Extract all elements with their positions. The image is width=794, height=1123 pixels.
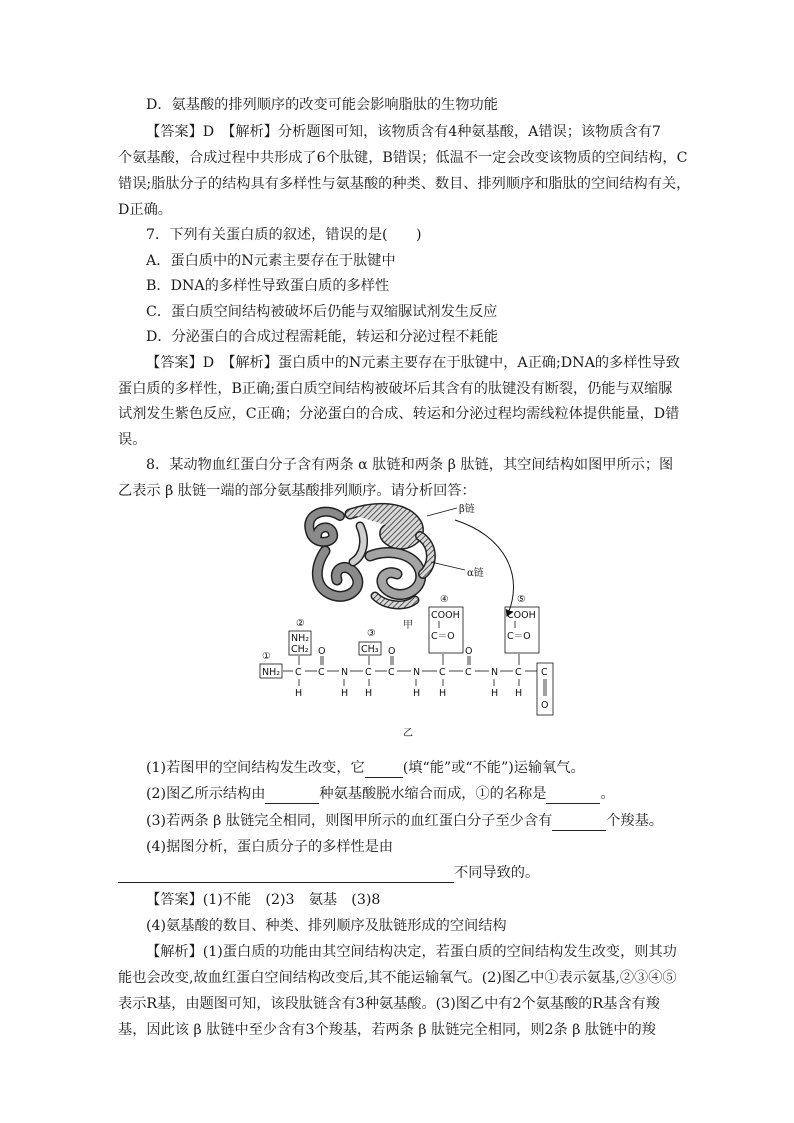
explanation-q8-line4: 基，因此该 β 肽链中至少含有3个羧基，若两条 β 肽链完全相同，则2条 β 肽链中的羧 (118, 1022, 656, 1038)
svg-text:O: O (541, 700, 549, 711)
question-7: 7．下列有关蛋白质的叙述，错误的是( ) (146, 227, 422, 243)
svg-text:N: N (341, 667, 349, 678)
protein-3d-structure (309, 508, 431, 605)
option-d-q7: D．分泌蛋白的合成过程需耗能，转运和分泌过程不耗能 (146, 329, 498, 345)
answer-q6-line3: 错误;脂肽分子的结构具有多样性与氨基酸的种类、数目、排列顺序和脂肽的空间结构有关， (118, 176, 691, 192)
answer-q6-line4: D正确。 (118, 202, 172, 218)
amino-group-label: NH₂ (262, 667, 281, 678)
circ-3: ③ (367, 628, 376, 639)
svg-text:C＝O: C＝O (431, 631, 455, 642)
subquestion-2: (2)图乙所示结构由 种氨基酸脱水缩合而成，①的名称是 。 (146, 786, 615, 802)
svg-text:CH₃: CH₃ (361, 644, 379, 655)
svg-text:H: H (295, 688, 303, 699)
option-b-q7: B．DNA的多样性导致蛋白质的多样性 (146, 278, 390, 294)
hemoglobin-figure (255, 496, 585, 751)
beta-leader-line (427, 508, 457, 516)
answer-q8-line1: 【答案】(1)不能 (2)3 氨基 (3)8 (146, 892, 381, 908)
circ-2: ② (296, 618, 305, 629)
figure-arrow (455, 520, 514, 616)
svg-text:NH₂: NH₂ (291, 633, 310, 644)
subquestion-3: (3)若两条 β 肽链完全相同，则图甲所示的血红蛋白分子至少含有 个羧基。 (146, 813, 663, 829)
circ-1: ① (262, 651, 271, 662)
subquestion-4: (4)据图分析，蛋白质分子的多样性是由 (146, 839, 394, 855)
explanation-q8-line3: 表示R基，由题图可知，该段肽链含有3种氨基酸。(3)图乙中有2个氨基酸的R基含有羧 (118, 996, 660, 1012)
svg-text:N: N (413, 667, 421, 678)
answer-q6-line1: 【答案】D 【解析】分析题图可知，该物质含有4种氨基酸，A错误；该物质含有7 (146, 124, 661, 140)
question-8-line2: 乙表示 β 肽链一端的部分氨基酸排列顺序。请分析回答： (118, 483, 476, 499)
option-a-q7: A．蛋白质中的N元素主要存在于肽键中 (146, 253, 396, 269)
svg-text:COOH: COOH (431, 610, 460, 621)
svg-text:N: N (491, 667, 499, 678)
peptide-chain-diagram (260, 594, 553, 715)
svg-text:C: C (388, 667, 395, 678)
alpha-chain-label: α链 (467, 568, 484, 579)
option-d-q6: D．氨基酸的排列顺序的改变可能会影响脂肽的生物功能 (146, 97, 498, 113)
explanation-q8-line2: 能也会改变,故血红蛋白空间结构改变后,其不能运输氧气。(2)图乙中①表示氨基,②③④⑤ (118, 970, 677, 986)
svg-text:C: C (541, 667, 548, 678)
svg-text:H: H (439, 688, 447, 699)
answer-q7-line1: 【答案】D 【解析】蛋白质中的N元素主要存在于肽键中，A正确;DNA的多样性导致 (146, 355, 680, 371)
figure-jia-label: 甲 (403, 620, 413, 631)
subquestion-4-blank-line: 不同导致的。 (118, 863, 680, 883)
svg-text:H: H (413, 688, 421, 699)
subquestion-1: (1)若图甲的空间结构发生改变，它 (填“能”或“不能”)运输氧气。 (146, 760, 585, 776)
svg-text:CH₂: CH₂ (291, 644, 309, 655)
svg-text:H: H (491, 688, 499, 699)
svg-text:O: O (318, 646, 326, 657)
svg-text:C: C (295, 667, 302, 678)
answer-blank-4[interactable] (118, 867, 454, 883)
circ-4: ④ (440, 594, 449, 605)
svg-text:C＝O: C＝O (507, 631, 531, 642)
svg-text:COOH: COOH (507, 610, 536, 621)
option-c-q7: C．蛋白质空间结构被破坏后仍能与双缩脲试剂发生反应 (146, 304, 498, 320)
circ-5: ⑤ (517, 594, 526, 605)
svg-text:O: O (465, 646, 473, 657)
svg-text:C: C (318, 667, 325, 678)
answer-blank-2b[interactable] (546, 788, 600, 804)
svg-text:H: H (341, 688, 349, 699)
answer-q6-line2: 个氨基酸，合成过程中共形成了6个肽键，B错误；低温不一定会改变该物质的空间结构，C (118, 150, 688, 166)
answer-blank-3[interactable] (552, 815, 606, 831)
answer-q8-line2: (4)氨基酸的数目、种类、排列顺序及肽链形成的空间结构 (146, 918, 507, 934)
svg-text:O: O (388, 646, 396, 657)
answer-q7-line4: 误。 (118, 432, 147, 448)
question-8-line1: 8．某动物血红蛋白分子含有两条 α 肽链和两条 β 肽链，其空间结构如图甲所示；图 (146, 457, 674, 473)
answer-blank-1[interactable] (365, 762, 403, 778)
svg-text:C: C (439, 667, 446, 678)
beta-chain-label: β链 (459, 504, 475, 515)
answer-q7-line3: 试剂发生紫色反应，C正确；分泌蛋白的合成、转运和分泌过程均需线粒体提供能量，D错 (118, 406, 680, 422)
svg-text:C: C (515, 667, 522, 678)
alpha-leader-line (431, 562, 465, 570)
explanation-q8-line1: 【解析】(1)蛋白质的功能由其空间结构决定，若蛋白质的空间结构发生改变，则其功 (146, 944, 677, 960)
svg-text:H: H (515, 688, 523, 699)
svg-text:H: H (365, 688, 373, 699)
svg-text:C: C (465, 667, 472, 678)
figure-svg (255, 496, 585, 751)
answer-blank-2a[interactable] (265, 788, 319, 804)
answer-q7-line2: 蛋白质的多样性，B正确;蛋白质空间结构被破坏后其含有的肽键没有断裂，仍能与双缩脲 (118, 381, 673, 397)
svg-text:C: C (365, 667, 372, 678)
figure-yi-label: 乙 (403, 728, 413, 739)
